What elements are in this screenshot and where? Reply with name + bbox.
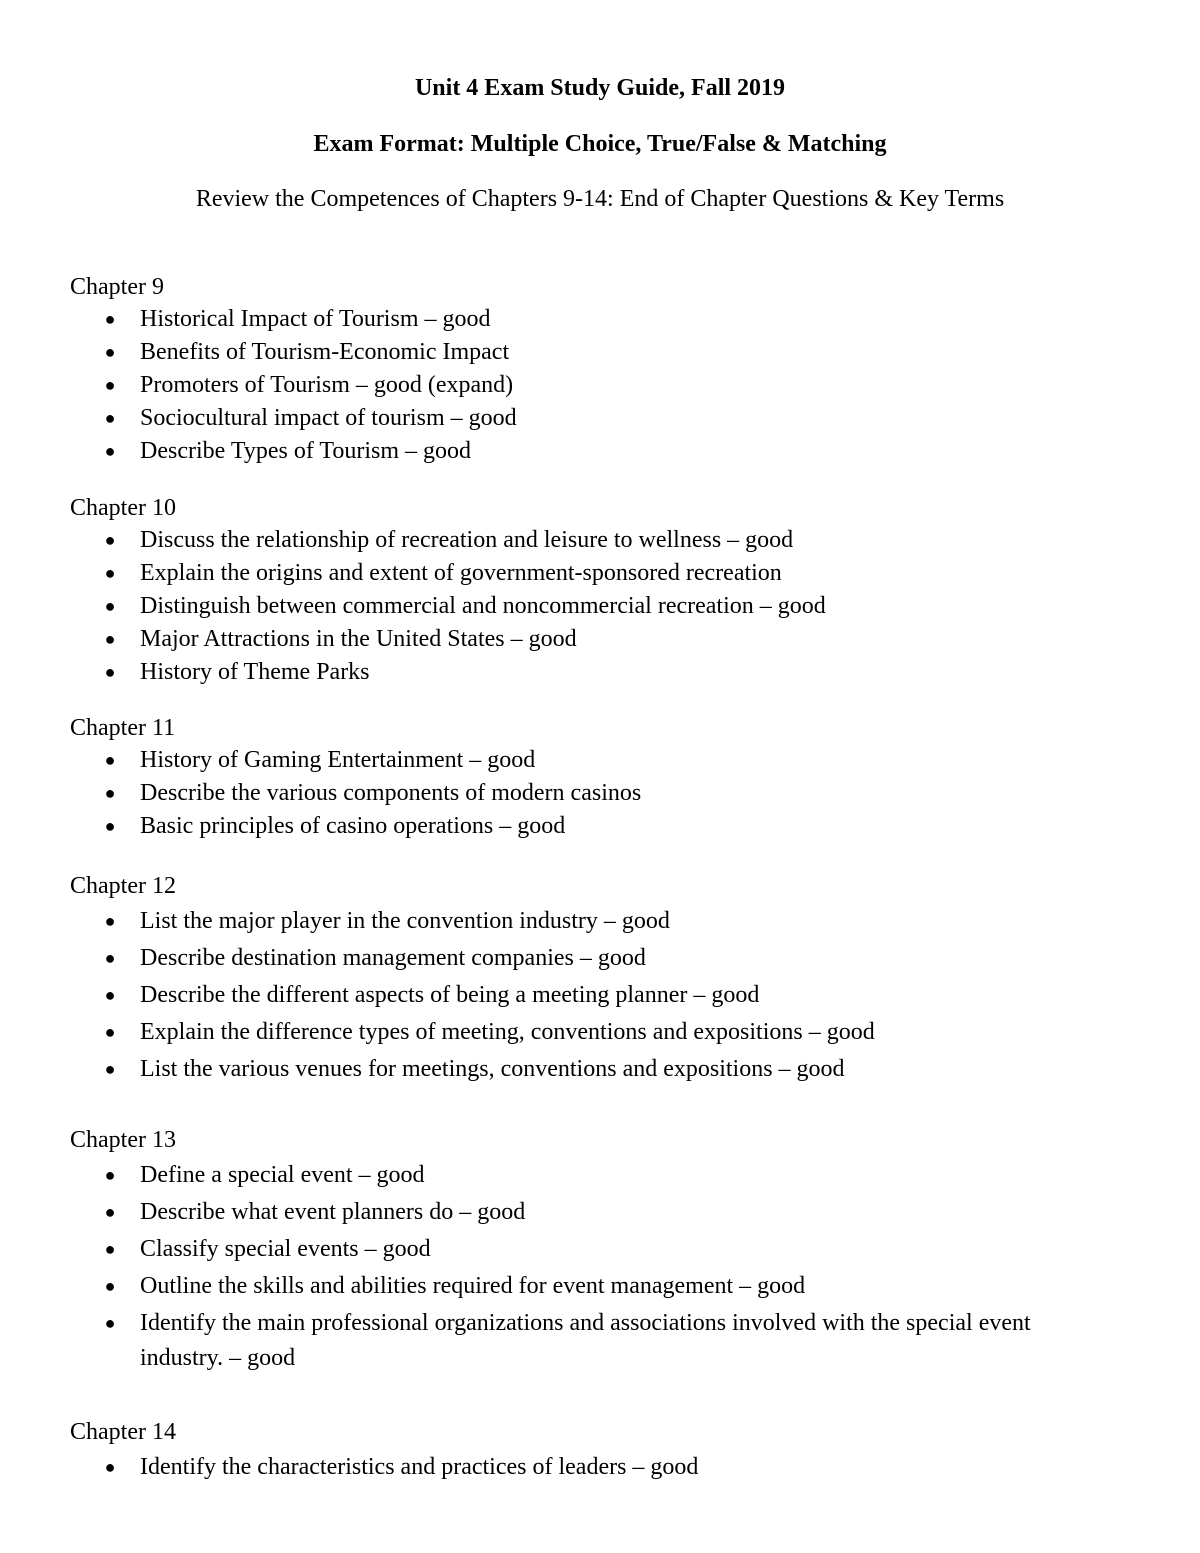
list-item: ● Describe the various components of modern casinos xyxy=(104,780,642,806)
list-item: ● Explain the origins and extent of government-sponsored recreation xyxy=(104,560,782,586)
bullet-icon: ● xyxy=(104,662,116,682)
bullet-icon: ● xyxy=(104,1313,116,1333)
chapter-heading: Chapter 14 xyxy=(70,1419,176,1445)
bullet-icon: ● xyxy=(104,816,116,836)
chapter-heading: Chapter 11 xyxy=(70,715,176,741)
list-item: ● Distinguish between commercial and noncommercial recreation – good xyxy=(104,593,826,619)
bullet-icon: ● xyxy=(104,563,116,583)
bullet-icon: ● xyxy=(104,783,116,803)
bullet-icon: ● xyxy=(104,441,116,461)
bullet-icon: ● xyxy=(104,1022,116,1042)
chapter-heading: Chapter 9 xyxy=(70,274,164,300)
list-item: ● Describe Types of Tourism – good xyxy=(104,438,472,464)
bullet-icon: ● xyxy=(104,342,116,362)
chapter-item-list xyxy=(70,304,1130,466)
chapter-section xyxy=(70,273,1130,466)
list-item: ● Benefits of Tourism-Economic Impact xyxy=(104,339,510,365)
list-item: ● Define a special event – good xyxy=(70,1160,1095,1191)
bullet-icon: ● xyxy=(104,596,116,616)
bullet-icon: ● xyxy=(104,629,116,649)
list-item: ● Major Attractions in the United States – good xyxy=(104,626,577,652)
bullet-icon: ● xyxy=(104,985,116,1005)
list-item: ● List the various venues for meetings, conventions and expositions – good xyxy=(70,1054,1095,1085)
chapter-item-list xyxy=(70,1160,1130,1376)
bullet-icon: ● xyxy=(104,911,116,931)
chapter-heading: Chapter 12 xyxy=(70,873,176,899)
chapter-section xyxy=(70,1418,1130,1483)
bullet-icon: ● xyxy=(104,750,116,770)
chapter-heading: Chapter 13 xyxy=(70,1127,176,1153)
bullet-icon: ● xyxy=(104,375,116,395)
list-item: ● Describe what event planners do – good xyxy=(70,1197,1095,1228)
list-item: ● Describe the different aspects of being a meeting planner – good xyxy=(70,980,1095,1011)
list-item: ● Identify the characteristics and practices of leaders – good xyxy=(70,1452,1095,1483)
list-item: ● Discuss the relationship of recreation and leisure to wellness – good xyxy=(104,527,794,553)
chapter-item-list xyxy=(70,906,1130,1085)
bullet-icon: ● xyxy=(104,1202,116,1222)
chapter-heading: Chapter 10 xyxy=(70,495,176,521)
bullet-icon: ● xyxy=(104,408,116,428)
list-item: ● History of Theme Parks xyxy=(104,659,370,685)
chapter-item-list xyxy=(70,745,1130,841)
bullet-icon: ● xyxy=(104,1239,116,1259)
list-item: ● Sociocultural impact of tourism – good xyxy=(104,405,517,431)
list-item: ● Classify special events – good xyxy=(70,1234,1095,1265)
list-item: ● Outline the skills and abilities required for event management – good xyxy=(70,1271,1095,1302)
list-item: ● Basic principles of casino operations – good xyxy=(104,813,566,839)
document-title: Unit 4 Exam Study Guide, Fall 2019 xyxy=(414,75,786,101)
list-item: ● Explain the difference types of meeting, conventions and expositions – good xyxy=(70,1017,1095,1048)
chapter-item-list xyxy=(70,1452,1130,1483)
bullet-icon: ● xyxy=(104,948,116,968)
bullet-icon: ● xyxy=(104,309,116,329)
chapter-section xyxy=(70,494,1130,687)
review-instructions: Review the Competences of Chapters 9-14: End of Chapter Questions & Key Terms xyxy=(195,186,1005,212)
bullet-icon: ● xyxy=(104,1059,116,1079)
list-item: ● List the major player in the convention industry – good xyxy=(70,906,1095,937)
bullet-icon: ● xyxy=(104,1165,116,1185)
chapter-section xyxy=(70,1126,1130,1376)
list-item: ● Identify the main professional organizations and associations involved with the special event industry. – good xyxy=(70,1306,1095,1376)
chapter-section xyxy=(70,872,1130,1085)
bullet-icon: ● xyxy=(104,530,116,550)
exam-format: Exam Format: Multiple Choice, True/False & Matching xyxy=(313,131,887,157)
bullet-icon: ● xyxy=(104,1457,116,1477)
list-item: ● Historical Impact of Tourism – good xyxy=(104,306,491,332)
list-item: ● Promoters of Tourism – good (expand) xyxy=(104,372,514,398)
chapter-section xyxy=(70,714,1130,841)
bullet-icon: ● xyxy=(104,1276,116,1296)
list-item: ● Describe destination management companies – good xyxy=(70,943,1095,974)
list-item: ● History of Gaming Entertainment – good xyxy=(104,747,536,773)
chapter-item-list xyxy=(70,525,1130,687)
